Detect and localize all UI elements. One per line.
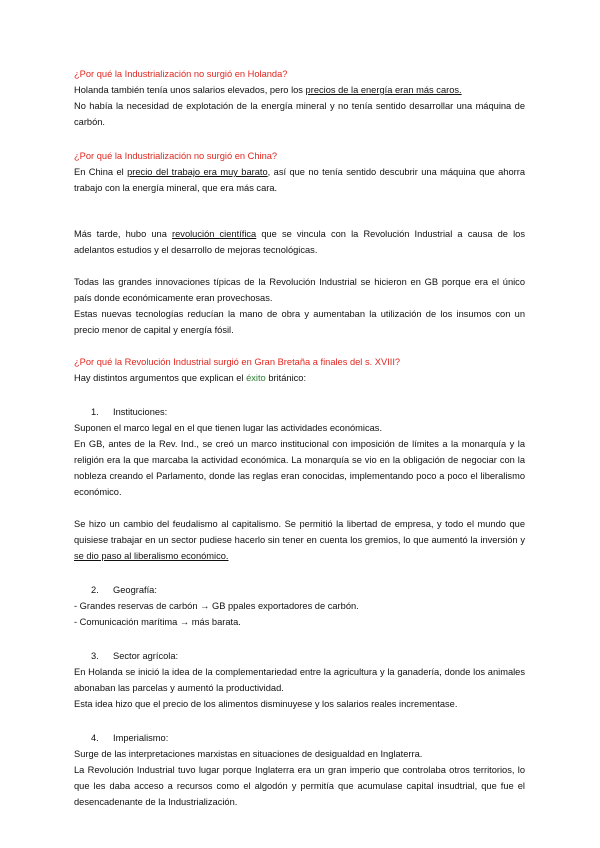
geografia-item-1: - Grandes reservas de carbón → GB ppales exportadores de carbón. — [74, 601, 359, 611]
sector-agricola-paragraph-2: Esta idea hizo que el precio de los alimentos disminuyese y los salarios reales incrementase. — [74, 699, 458, 709]
text-run: Holanda también tenía unos salarios elevados, pero los — [74, 85, 306, 95]
innovaciones-paragraph: Todas las grandes innovaciones típicas de la Revolución Industrial se hicieron en GB porque era el único país donde económicamente eran provechosas. — [74, 277, 525, 303]
question-china-heading: ¿Por qué la Industrialización no surgió en China? — [74, 151, 278, 161]
section-title: Instituciones: — [113, 407, 168, 417]
holanda-paragraph-1 — [74, 82, 525, 98]
section-title: Sector agrícola: — [113, 651, 179, 661]
highlighted-word: éxito — [246, 373, 266, 383]
underlined-text: precios de la energía eran más caros. — [305, 85, 462, 95]
text-run: Se hizo un cambio del feudalismo al capitalismo. Se permitió la libertad de empresa, y todo el mundo que quisiese trabajar en un sector pudiese hacerlo sin tener en cuenta los gremios, lo que aumentó la inversión y — [74, 519, 525, 545]
underlined-text: revolución científica — [172, 229, 257, 239]
text-run: Hay distintos argumentos que explican el — [74, 373, 247, 383]
section-title: Imperialismo: — [113, 733, 169, 743]
instituciones-paragraph-2: En GB, antes de la Rev. Ind., se creó un marco institucional con imposición de límites a la monarquía y la religión era la que marcaba la actividad económica. La monarquía se vio en la obligación de negociar con la nobleza creando el Parlamento, donde las reglas eran conocidas, implementando poco a poco el liberalismo económico. — [74, 439, 525, 497]
instituciones-paragraph-3 — [74, 516, 525, 564]
section-number: 2. — [91, 585, 99, 595]
section-3-heading — [91, 648, 525, 664]
underlined-text: precio del trabajo era muy barato — [127, 167, 268, 177]
holanda-paragraph-2: No había la necesidad de explotación de la energía mineral y no tenía sentido desarrollar una máquina de carbón. — [74, 101, 525, 127]
section-1-heading — [91, 404, 525, 420]
section-number: 1. — [91, 407, 99, 417]
text-run: británico: — [265, 373, 307, 383]
argumentos-intro — [74, 370, 525, 386]
section-number: 4. — [91, 733, 99, 743]
tecnologias-paragraph: Estas nuevas tecnologías reducían la mano de obra y aumentaban la utilización de los insumos con un precio menor de capital y energía fósil. — [74, 309, 525, 335]
geografia-item-2: - Comunicación marítima → más barata. — [74, 617, 241, 627]
text-run: Más tarde, hubo una — [74, 229, 173, 239]
question-gran-bretana-heading: ¿Por qué la Revolución Industrial surgió en Gran Bretaña a finales del s. XVIII? — [74, 357, 401, 367]
text-run: , así que no tenía sentido descubrir una máquina que ahorra trabajo con la energía mineral, que era más cara. — [74, 167, 526, 193]
section-title: Geografía: — [113, 585, 157, 595]
question-holanda-heading: ¿Por qué la Industrialización no surgió en Holanda? — [74, 69, 288, 79]
section-4-heading — [91, 730, 525, 746]
section-2-heading — [91, 582, 525, 598]
document-content — [74, 66, 525, 810]
section-number: 3. — [91, 651, 99, 661]
revolucion-cientifica-paragraph — [74, 226, 525, 258]
text-run: En China el — [74, 167, 128, 177]
imperialismo-paragraph-2: La Revolución Industrial tuvo lugar porque Inglaterra era un gran imperio que controlaba otros territorios, lo que les daba acceso a recursos como el algodón y permitía que acumulase capital insudtrial, que fue el desencadenante de la Industrialización. — [74, 765, 525, 807]
instituciones-paragraph-1: Suponen el marco legal en el que tienen lugar las actividades económicas. — [74, 423, 383, 433]
underlined-text: se dio paso al liberalismo económico. — [74, 551, 229, 561]
china-paragraph — [74, 164, 525, 196]
imperialismo-paragraph-1: Surge de las interpretaciones marxistas en situaciones de desigualdad en Inglaterra. — [74, 749, 423, 759]
text-run: que se vincula con la Revolución Industrial a causa de los adelantos estudios y el desarrollo de mejoras tecnológicas. — [74, 229, 525, 255]
sector-agricola-paragraph-1: En Holanda se inició la idea de la complementariedad entre la agricultura y la ganadería, donde los animales abonaban las parcelas y aumentó la productividad. — [74, 667, 525, 693]
